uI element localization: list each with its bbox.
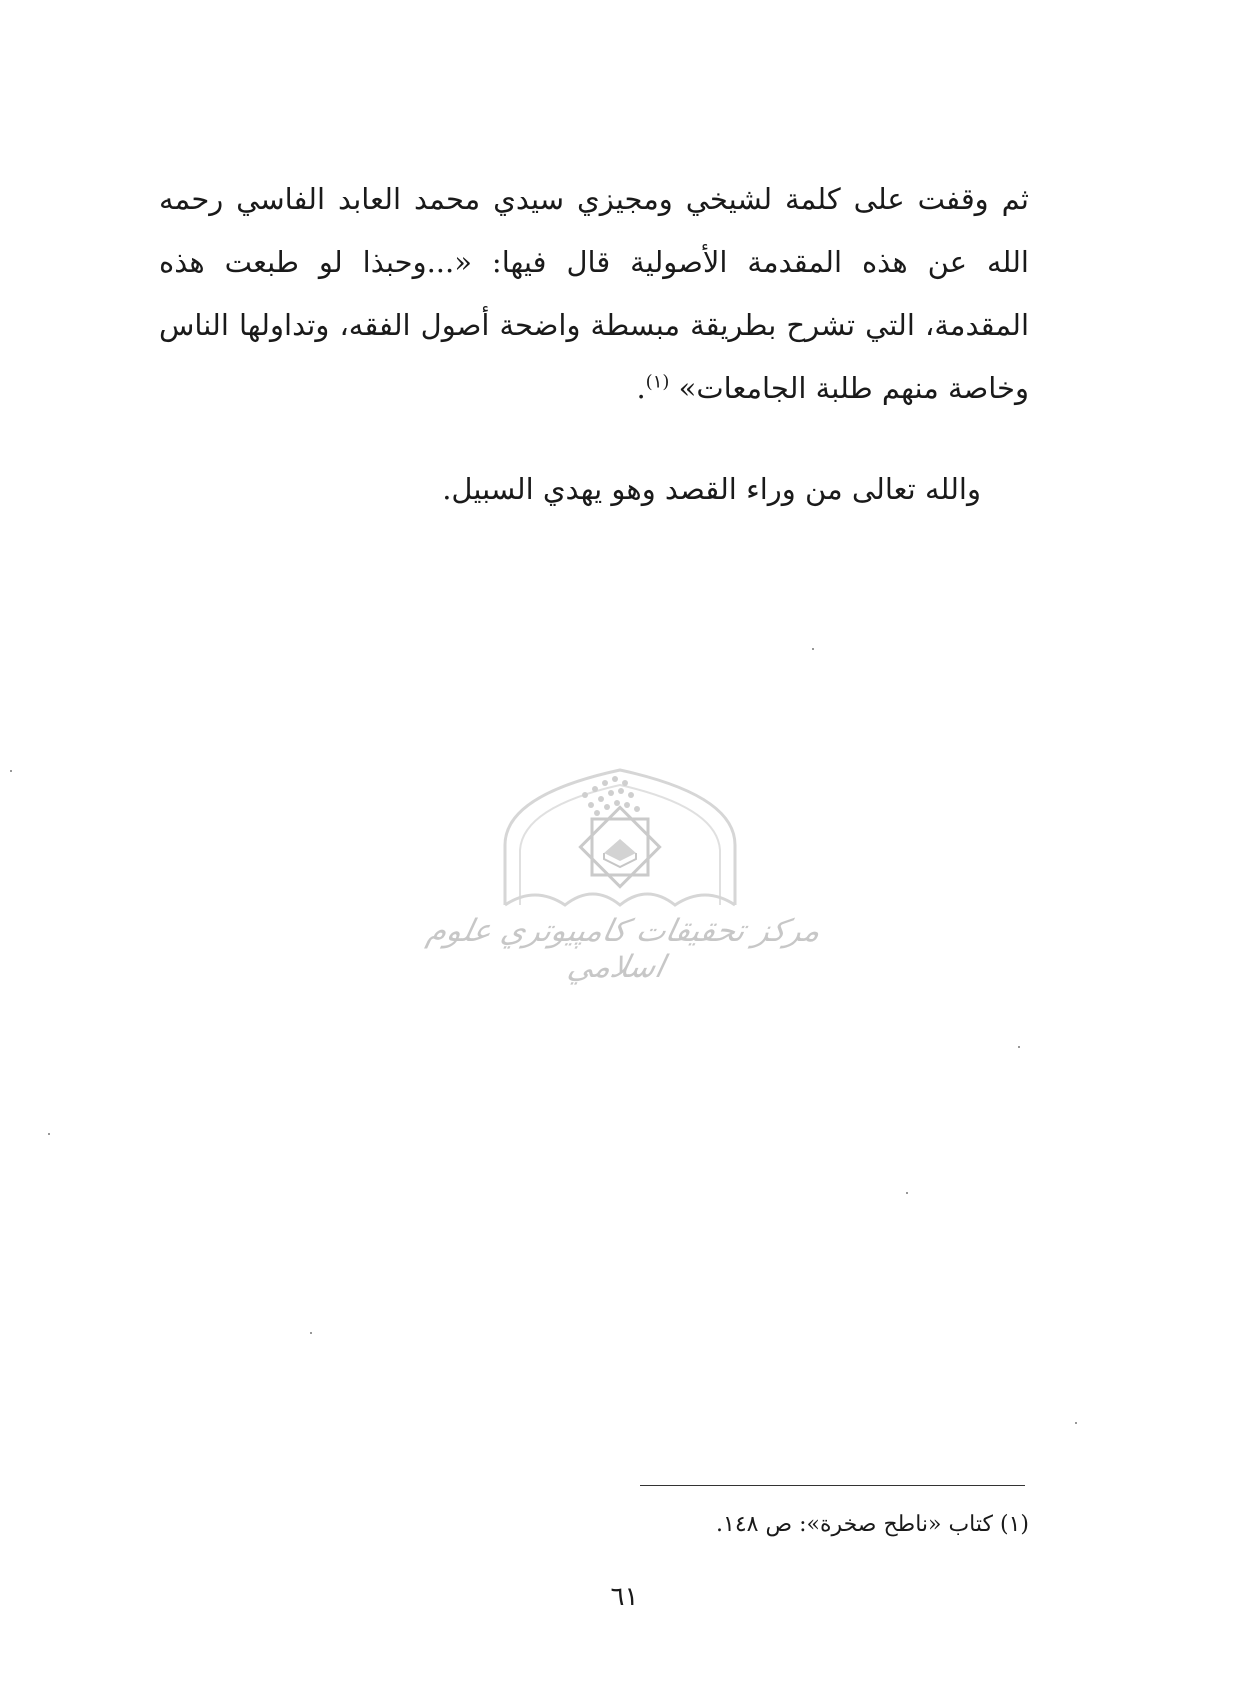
paragraph-1-text-line bbox=[159, 168, 1029, 420]
scan-speck bbox=[48, 1133, 50, 1135]
footnote-divider bbox=[640, 1485, 1025, 1486]
paragraph-2-text: والله تعالى من وراء القصد وهو يهدي السبيل. bbox=[442, 472, 981, 506]
scan-speck bbox=[10, 770, 12, 772]
scan-speck bbox=[310, 1332, 312, 1334]
paragraph-1 bbox=[159, 168, 1029, 420]
paragraph-1-text: ثم وقفت على كلمة لشيخي ومجيزي سيدي محمد العابد الفاسي رحمه الله عن هذه المقدمة الأصولية قال فيها: «...وحبذا لو طبعت هذه المقدمة، التي تشرح بطريقة مبسطة واضحة أصول الفقه، وتداولها الناس وخاصة منهم طلبة الجامعات» bbox=[159, 182, 1029, 405]
page-number: ٦١ bbox=[610, 1582, 639, 1612]
seal-logo-icon bbox=[465, 765, 775, 915]
scan-speck bbox=[812, 648, 814, 650]
scan-speck bbox=[1075, 1422, 1077, 1424]
scan-speck bbox=[1018, 1046, 1020, 1048]
footnote: (١) كتاب «ناطح صخرة»: ص ١٤٨. bbox=[716, 1512, 1029, 1537]
watermark bbox=[410, 765, 830, 995]
scan-speck bbox=[906, 1192, 908, 1194]
paragraph-1-end: . bbox=[636, 371, 646, 405]
paragraph-2 bbox=[111, 458, 981, 521]
watermark-caption: مركز تحقيقات كامپيوتري علوم اسلامي bbox=[423, 913, 824, 985]
footnote-marker: (١) bbox=[645, 371, 670, 393]
